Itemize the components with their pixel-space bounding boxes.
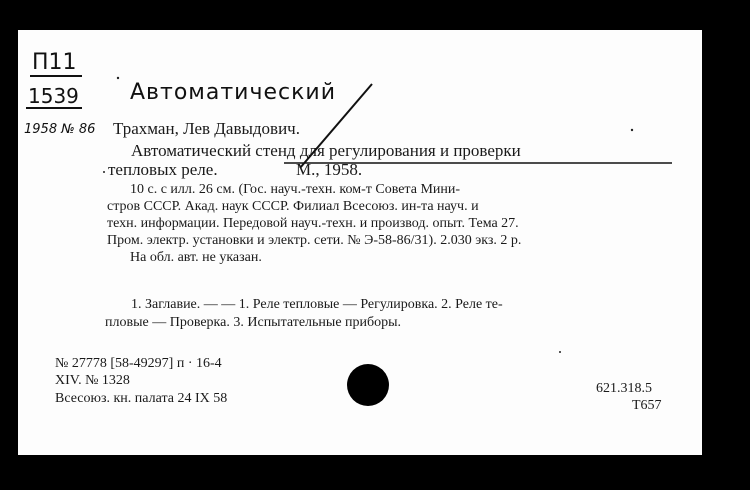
classification-number: 621.318.5 [596, 381, 652, 396]
footer-line-1: № 27778 [58-49297] п · 16-4 [55, 356, 222, 371]
footer-line-2: XIV. № 1328 [55, 373, 130, 388]
description-line-5: На обл. авт. не указан. [130, 250, 262, 265]
description-line-3: техн. информации. Передовой науч.-техн. и производ. опыт. Тема 27. [107, 216, 519, 231]
handwritten-title-note: Автоматический [130, 80, 336, 105]
subject-line-1: 1. Заглавие. — — 1. Реле тепловые — Регулировка. 2. Реле те- [131, 297, 503, 312]
title-line-2a: тепловых реле. [108, 160, 218, 179]
title-line-1: Автоматический стенд для регулирования и проверки [131, 141, 521, 160]
subject-line-2: пловые — Проверка. 3. Испытательные приборы. [105, 315, 402, 330]
description-line-1: 10 с. с илл. 26 см. (Гос. науч.-техн. ком-т Совета Мини- [130, 182, 461, 197]
description-line-4: Пром. электр. установки и электр. сети. № Э-58-86/31). 2.030 экз. 2 р. [107, 233, 522, 248]
author-mark: Т657 [632, 398, 662, 413]
shelf-mark-top: П11 [32, 50, 77, 75]
title-line-2b: М., 1958. [296, 160, 363, 179]
author-heading: Трахман, Лев Давыдович. [113, 119, 300, 138]
description-line-2: стров СССР. Акад. наук СССР. Филиал Всесоюз. ин-та науч. и [107, 199, 479, 214]
shelf-mark-bottom: 1539 [28, 84, 79, 108]
footer-line-3: Всесоюз. кн. палата 24 IX 58 [55, 391, 228, 406]
handwritten-margin-note: 1958 № 86 [24, 122, 96, 137]
